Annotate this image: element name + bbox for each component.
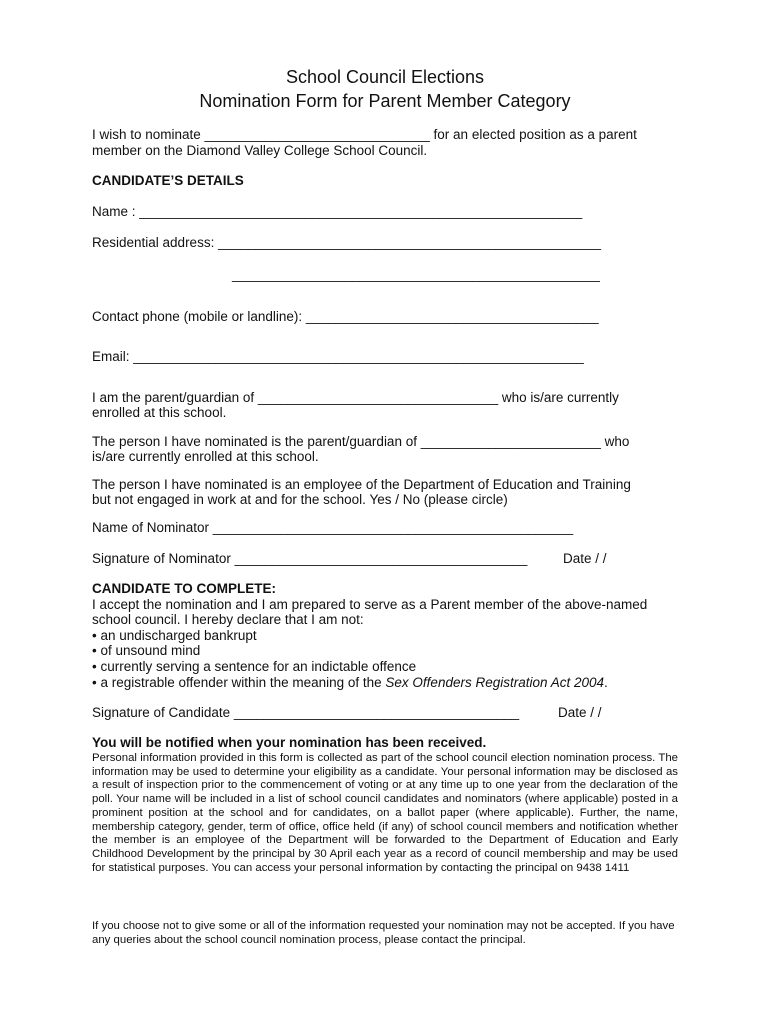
nominator-signature-field[interactable]: Signature of Nominator _______________________________________ [92,551,528,566]
offender-bullet-end: . [604,675,608,690]
form-title: School Council Elections [285,67,485,87]
candidate-date-field[interactable]: Date / / [558,705,602,720]
declaration-bullet-bankrupt: • an undischarged bankrupt [92,628,257,643]
acceptance-line: I accept the nomination and I am prepared to serve as a Parent member of the above-named [92,597,648,612]
name-field[interactable]: Name : ___________________________________________________________ [92,204,583,219]
privacy-statement: Personal information provided in this form is collected as part of the school council election nomination process. The information may be used to determine your eligibility as a candidate. Your personal information may be disclosed as a result of inspection prior to the commencement of voting or at any time up to one year from the declaration of the poll. Your name will be included in a list of school council candidates and nominators (where applicable) posted in a prominent position at the school and for candidates, on a ballot paper (where applicable). Further, the name, membership category, gender, term of office, office held (if any) of school council members and notification whether the member is an employee of the Department will be forwarded to the Department of Education and Early Childhood Development by the principal by 30 April each year as a record of council membership and may be used for statistical purposes. You can access your personal information by contacting the principal on 9438 1411 [92,752,678,874]
candidate-complete-heading: CANDIDATE TO COMPLETE: [92,581,276,596]
declaration-bullet-offender [92,675,608,691]
offender-bullet-text: • a registrable offender within the meaning of the [92,675,386,690]
intro-nominate-line: I wish to nominate ______________________________ for an elected position as a parent [92,127,637,142]
act-name: Sex Offenders Registration Act 2004 [385,675,605,690]
residential-address-field-line2[interactable]: _________________________________________________ [232,267,600,282]
contact-phone-field[interactable]: Contact phone (mobile or landline): _______________________________________ [92,309,599,324]
nominated-parent-line[interactable]: The person I have nominated is the parent/guardian of ________________________ who [92,434,630,449]
nominator-date-field[interactable]: Date / / [563,551,607,566]
declaration-line: school council. I hereby declare that I am not: [92,612,364,627]
nominated-parent-line-cont: is/are currently enrolled at this school. [92,449,319,464]
email-field[interactable]: Email: ____________________________________________________________ [92,349,584,364]
candidate-details-heading: CANDIDATE’S DETAILS [92,173,244,188]
declaration-bullet-sentence: • currently serving a sentence for an indictable offence [92,659,417,674]
residential-address-field[interactable]: Residential address: ___________________________________________________ [92,235,601,250]
declaration-bullet-unsound: • of unsound mind [92,643,201,658]
candidate-signature-field[interactable]: Signature of Candidate ______________________________________ [92,705,520,720]
parent-guardian-line[interactable]: I am the parent/guardian of ________________________________ who is/are currently [92,390,619,405]
form-subtitle: Nomination Form for Parent Member Category [199,91,571,111]
nominator-name-field[interactable]: Name of Nominator ________________________________________________ [92,520,574,535]
optional-information-notice: If you choose not to give some or all of the information requested your nomination may not be accepted. If you have any queries about the school council nomination process, please contact the principal. [92,920,675,946]
notification-heading: You will be notified when your nomination has been received. [92,735,487,750]
parent-guardian-line-cont: enrolled at this school. [92,405,227,420]
intro-council-line: member on the Diamond Valley College School Council. [92,143,428,158]
employee-yes-no-line[interactable]: but not engaged in work at and for the school. Yes / No (please circle) [92,492,508,507]
employee-statement-line: The person I have nominated is an employee of the Department of Education and Training [92,477,631,492]
